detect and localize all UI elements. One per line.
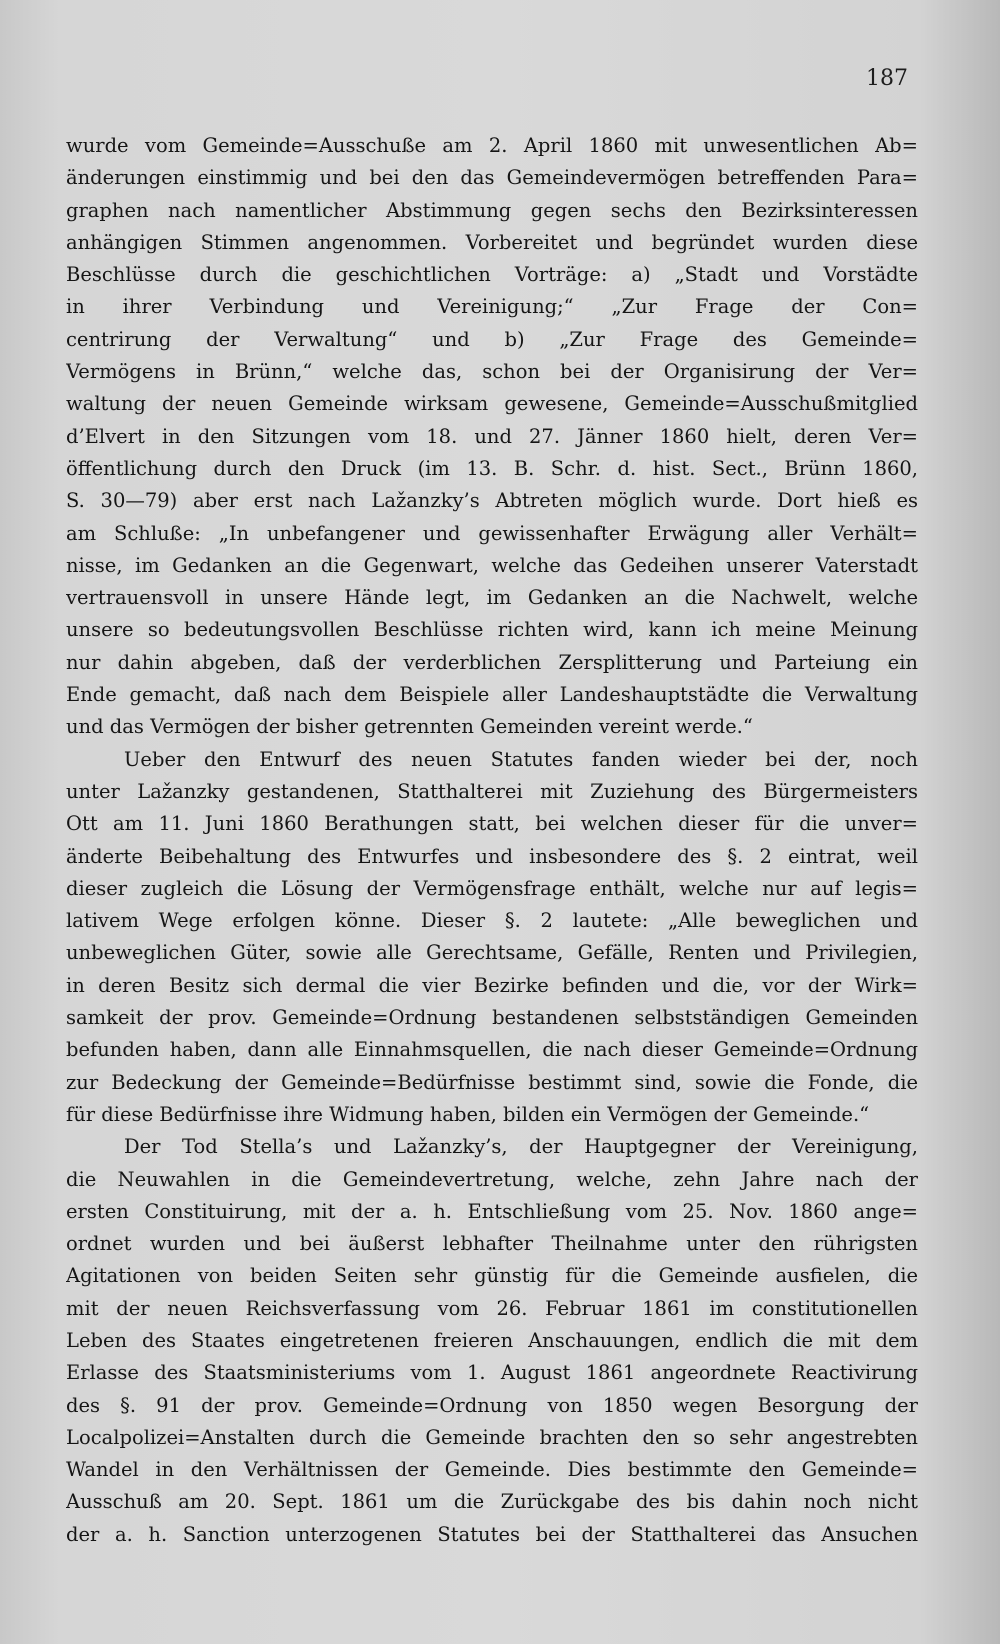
text-line: Agitationen von beiden Seiten sehr günstig für die Gemeinde ausfielen, die bbox=[66, 1264, 918, 1288]
text-line: die Neuwahlen in die Gemeindevertretung, welche, zehn Jahre nach der bbox=[66, 1167, 918, 1191]
text-line: Wandel in den Verhältnissen der Gemeinde. Dies bestimmte den Gemeinde= bbox=[66, 1458, 918, 1482]
page-body-text bbox=[66, 130, 918, 1551]
text-line: in deren Besitz sich dermal die vier Bezirke befinden und die, vor der Wirk= bbox=[66, 973, 918, 997]
text-line: änderungen einstimmig und bei den das Gemeindevermögen betreffenden Para= bbox=[66, 166, 918, 190]
text-line: nisse, im Gedanken an die Gegenwart, welche das Gedeihen unserer Vaterstadt bbox=[66, 553, 918, 577]
text-line: unsere so bedeutungsvollen Beschlüsse richten wird, kann ich meine Meinung bbox=[66, 618, 918, 642]
text-line: nur dahin abgeben, daß der verderblichen Zersplitterung und Parteiung ein bbox=[66, 650, 918, 674]
text-line: samkeit der prov. Gemeinde=Ordnung bestandenen selbstständigen Gemeinden bbox=[66, 1006, 918, 1030]
text-line: öffentlichung durch den Druck (im 13. B. Schr. d. hist. Sect., Brünn 1860, bbox=[66, 456, 918, 480]
text-line: Erlasse des Staatsministeriums vom 1. August 1861 angeordnete Reactivirung bbox=[66, 1361, 918, 1385]
text-line: dieser zugleich die Lösung der Vermögensfrage enthält, welche nur auf legis= bbox=[66, 876, 918, 900]
text-line: Ausschuß am 20. Sept. 1861 um die Zurückgabe des bis dahin noch nicht bbox=[66, 1490, 918, 1514]
text-line: ordnet wurden und bei äußerst lebhafter Theilnahme unter den rührigsten bbox=[66, 1232, 918, 1256]
text-line: waltung der neuen Gemeinde wirksam gewesene, Gemeinde=Ausschußmitglied bbox=[66, 392, 918, 416]
text-line: centrirung der Verwaltung“ und b) „Zur Frage des Gemeinde= bbox=[66, 327, 918, 351]
text-line: Localpolizei=Anstalten durch die Gemeinde brachten den so sehr angestrebten bbox=[66, 1425, 918, 1449]
text-line: S. 30—79) aber erst nach Lažanzky’s Abtreten möglich wurde. Dort hieß es bbox=[66, 489, 918, 513]
text-line: Der Tod Stella’s und Lažanzky’s, der Hauptgegner der Vereinigung, bbox=[124, 1135, 918, 1159]
text-line: wurde vom Gemeinde=Ausschuße am 2. April 1860 mit unwesentlichen Ab= bbox=[66, 134, 918, 157]
text-line: Beschlüsse durch die geschichtlichen Vorträge: a) „Stadt und Vorstädte bbox=[66, 263, 918, 287]
text-line: in ihrer Verbindung und Vereinigung;“ „Zur Frage der Con= bbox=[66, 295, 918, 319]
text-line: lativem Wege erfolgen könne. Dieser §. 2 lautete: „Alle beweglichen und bbox=[66, 909, 918, 933]
text-line: graphen nach namentlicher Abstimmung gegen sechs den Bezirksinteressen bbox=[66, 198, 918, 222]
text-line: Vermögens in Brünn,“ welche das, schon bei der Organisirung der Ver= bbox=[66, 360, 918, 384]
text-line: unbeweglichen Güter, sowie alle Gerechtsame, Gefälle, Renten und Privilegien, bbox=[66, 941, 918, 965]
page-number: 187 bbox=[866, 66, 908, 91]
text-line: und das Vermögen der bisher getrennten Gemeinden vereint werde.“ bbox=[66, 715, 753, 739]
text-line: am Schluße: „In unbefangener und gewissenhafter Erwägung aller Verhält= bbox=[66, 521, 918, 545]
text-line: der a. h. Sanction unterzogenen Statutes bei der Statthalterei das Ansuchen bbox=[66, 1522, 918, 1546]
text-line: unter Lažanzky gestandenen, Statthalterei mit Zuziehung des Bürgermeisters bbox=[66, 779, 918, 803]
text-line: änderte Beibehaltung des Entwurfes und insbesondere des §. 2 eintrat, weil bbox=[66, 844, 918, 868]
text-line: ersten Constituirung, mit der a. h. Entschließung vom 25. Nov. 1860 ange= bbox=[66, 1199, 918, 1223]
text-line: Ende gemacht, daß nach dem Beispiele aller Landeshauptstädte die Verwaltung bbox=[66, 683, 918, 707]
text-line: des §. 91 der prov. Gemeinde=Ordnung von 1850 wegen Besorgung der bbox=[66, 1393, 918, 1417]
text-line: Leben des Staates eingetretenen freieren Anschauungen, endlich die mit dem bbox=[66, 1328, 918, 1352]
text-line: für diese Bedürfnisse ihre Widmung haben, bilden ein Vermögen der Gemeinde.“ bbox=[66, 1102, 870, 1126]
text-line: anhängigen Stimmen angenommen. Vorbereitet und begründet wurden diese bbox=[66, 230, 918, 254]
text-line: vertrauensvoll in unsere Hände legt, im Gedanken an die Nachwelt, welche bbox=[66, 586, 918, 610]
text-line: Ott am 11. Juni 1860 Berathungen statt, bei welchen dieser für die unver= bbox=[66, 812, 918, 836]
text-line: d’Elvert in den Sitzungen vom 18. und 27. Jänner 1860 hielt, deren Ver= bbox=[66, 424, 918, 448]
text-line: mit der neuen Reichsverfassung vom 26. Februar 1861 im constitutionellen bbox=[66, 1296, 918, 1320]
text-line: Ueber den Entwurf des neuen Statutes fanden wieder bei der, noch bbox=[124, 747, 918, 771]
text-line: zur Bedeckung der Gemeinde=Bedürfnisse bestimmt sind, sowie die Fonde, die bbox=[66, 1070, 918, 1094]
text-line: befunden haben, dann alle Einnahmsquellen, die nach dieser Gemeinde=Ordnung bbox=[66, 1038, 918, 1062]
